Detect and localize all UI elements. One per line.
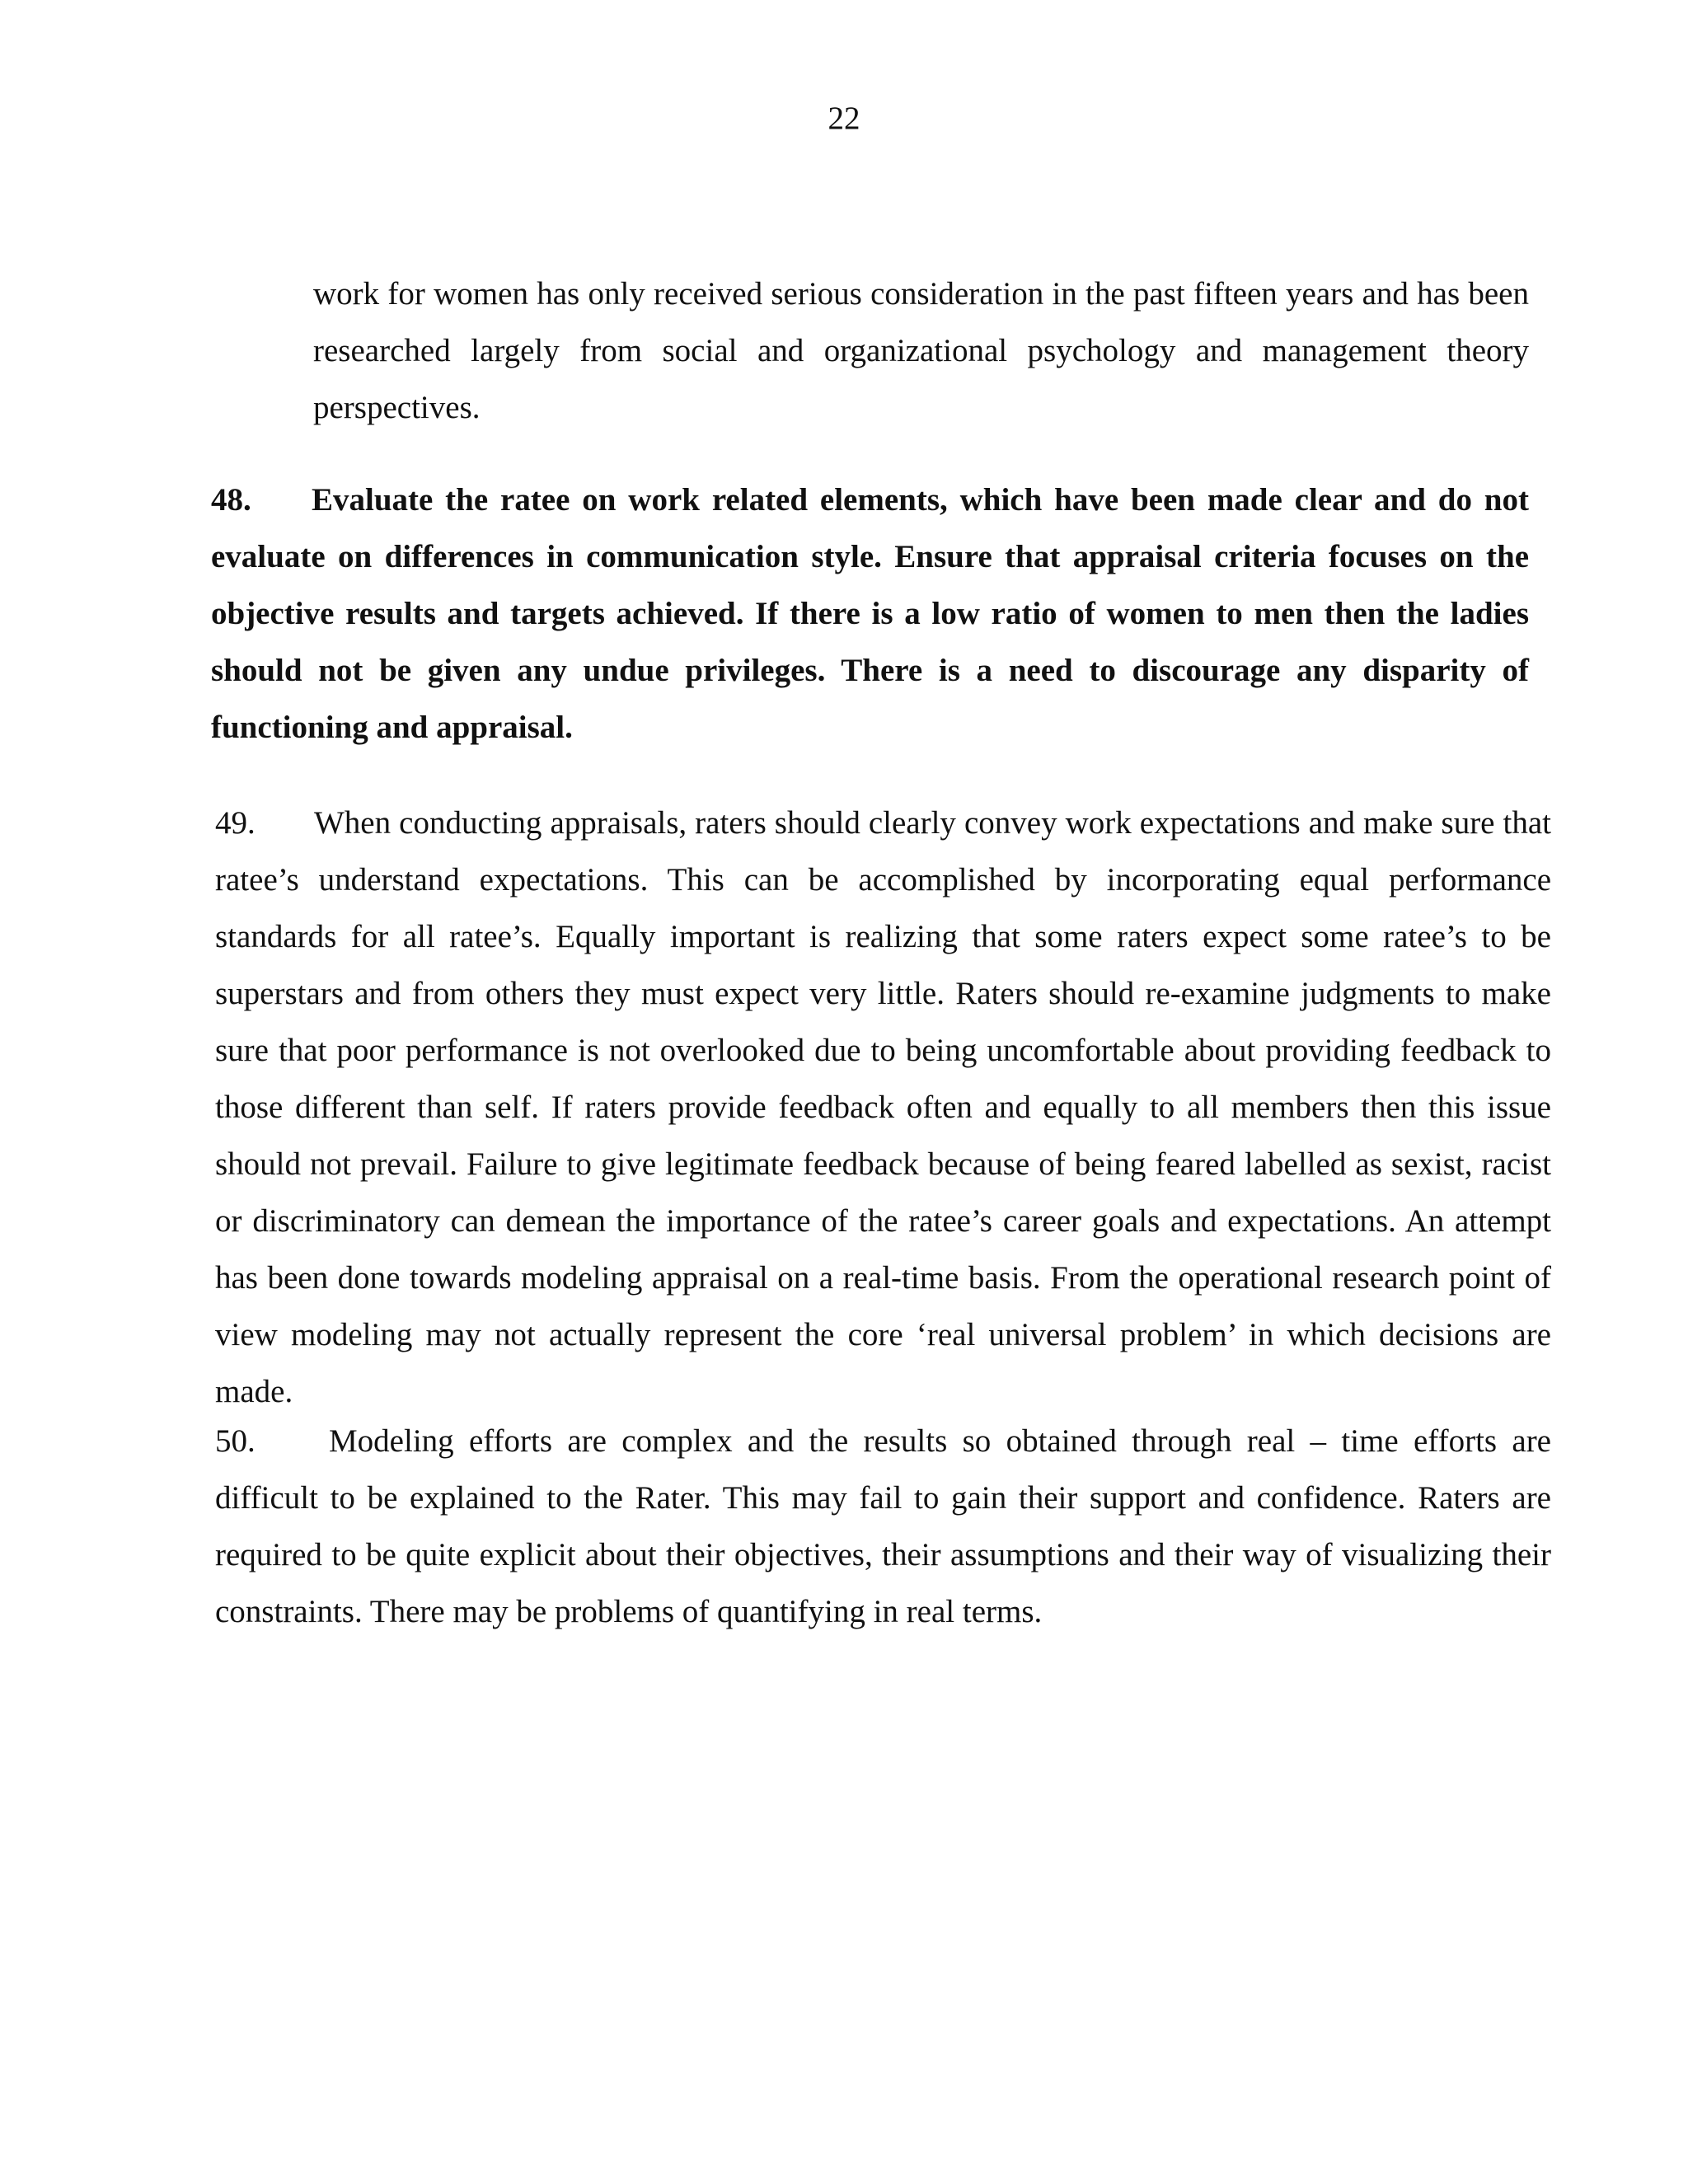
paragraph-48	[211, 471, 1529, 756]
page-number: 22	[828, 101, 860, 136]
paragraph-49	[215, 794, 1551, 1420]
paragraph-number: 49.	[215, 805, 256, 841]
paragraph-number: 48.	[211, 482, 251, 518]
paragraph-50	[215, 1413, 1551, 1640]
paragraph-number: 50.	[215, 1423, 256, 1459]
paragraph-continuation	[313, 265, 1529, 436]
paragraph-text: Evaluate the ratee on work related elements, which have been made clear and do not evaluate on differences in communication style. Ensure that appraisal criteria focuses on the objective results and targets achieved. If there is a low ratio of women to men then the ladies should not be given any undue privileges. There is a need to discourage any disparity of functioning and appraisal.	[211, 482, 1529, 745]
paragraph-text: When conducting appraisals, raters should clearly convey work expectations and make sure that ratee’s understand expectations. This can be accomplished by incorporating equal performance standards for all ratee’s. Equally important is realizing that some raters expect some ratee’s to be superstars and from others they must expect very little. Raters should re-examine judgments to make sure that poor performance is not overlooked due to being uncomfortable about providing feedback to those different than self. If raters provide feedback often and equally to all members then this issue should not prevail. Failure to give legitimate feedback because of being feared labelled as sexist, racist or discriminatory can demean the importance of the ratee’s career goals and expectations. An attempt has been done towards modeling appraisal on a real-time basis. From the operational research point of view modeling may not actually represent the core ‘real universal problem’ in which decisions are made.	[215, 805, 1551, 1409]
paragraph-text: work for women has only received serious consideration in the past fifteen years and has been researched largely from social and organizational psychology and management theory perspectives.	[313, 276, 1529, 425]
paragraph-text: Modeling efforts are complex and the results so obtained through real – time efforts are difficult to be explained to the Rater. This may fail to gain their support and confidence. Raters are required to be quite explicit about their objectives, their assumptions and their way of visualizing their constraints. There may be problems of quantifying in real terms.	[215, 1423, 1551, 1629]
